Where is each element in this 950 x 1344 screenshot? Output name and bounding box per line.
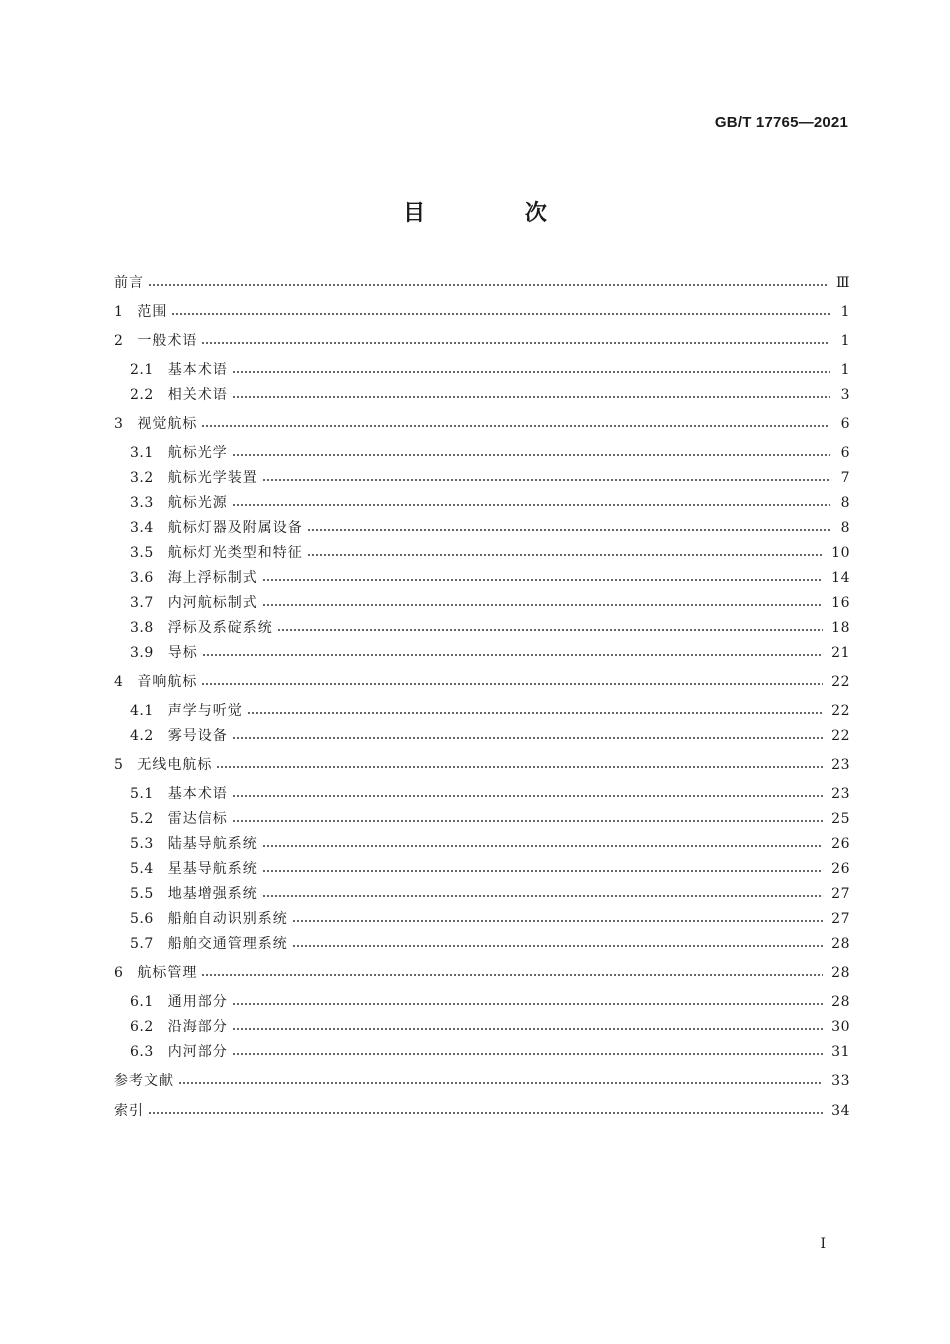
toc-entry[interactable] [114, 808, 850, 830]
toc-entry-number: 5 [114, 757, 124, 773]
toc-entry-title: 星基导航系统 [167, 861, 258, 877]
toc-entry-title: 地基增强系统 [167, 886, 258, 902]
toc-entry[interactable] [114, 442, 850, 464]
toc-entry-title: 船舶交通管理系统 [167, 936, 288, 952]
toc-entry[interactable] [114, 991, 850, 1013]
toc-entry-title: 海上浮标制式 [167, 570, 258, 586]
toc-entry-title: 导标 [167, 645, 198, 661]
toc-entry-number: 3.5 [130, 545, 154, 561]
toc-entry-title: 相关术语 [167, 387, 228, 403]
toc-entry[interactable] [114, 671, 850, 693]
toc-entry-page: 7 [840, 470, 850, 486]
toc-entry-page: 25 [831, 811, 850, 827]
dot-leader [262, 870, 823, 872]
toc-entry-page: 8 [840, 495, 850, 511]
toc-entry-title: 范围 [137, 304, 168, 320]
toc-entry-page: 22 [831, 674, 850, 690]
toc-entry-title: 船舶自动识别系统 [167, 911, 288, 927]
dot-leader [232, 737, 823, 739]
toc-entry[interactable] [114, 384, 850, 406]
toc-entry-page: 22 [831, 703, 850, 719]
dot-leader [171, 313, 830, 315]
toc-entry[interactable] [114, 467, 850, 489]
toc-entry-title: 索引 [114, 1103, 144, 1119]
toc-entry-page: 27 [831, 886, 850, 902]
toc-entry[interactable] [114, 883, 850, 905]
toc-entry-number: 5.2 [130, 811, 154, 827]
dot-leader [232, 504, 830, 506]
dot-leader [232, 1028, 823, 1030]
toc-entry-page: 23 [831, 757, 850, 773]
toc-entry-title: 声学与听觉 [167, 703, 243, 719]
toc-entry[interactable] [114, 700, 850, 722]
toc-entry-number: 3.2 [130, 470, 154, 486]
toc-entry[interactable] [114, 642, 850, 664]
toc-entry-page: 8 [840, 520, 850, 536]
toc-entry-number: 5.4 [130, 861, 154, 877]
dot-leader [232, 396, 830, 398]
toc-entry-title: 沿海部分 [167, 1019, 228, 1035]
toc-entry-number: 3.8 [130, 620, 154, 636]
toc-entry-number: 3.1 [130, 445, 154, 461]
toc-entry[interactable] [114, 330, 850, 352]
dot-leader [262, 845, 823, 847]
toc-entry-title: 雾号设备 [167, 728, 228, 744]
toc-entry[interactable] [114, 301, 850, 323]
toc-entry-number: 1 [114, 304, 124, 320]
dot-leader [216, 766, 823, 768]
toc-entry-page: Ⅲ [835, 275, 850, 291]
toc-entry-title: 视觉航标 [137, 416, 198, 432]
toc-entry-number: 5.7 [130, 936, 154, 952]
toc-entry-title: 通用部分 [167, 994, 228, 1010]
toc-entry-title: 参考文献 [114, 1073, 174, 1089]
page-title: 目 次 [403, 201, 593, 226]
toc-entry-number: 5.5 [130, 886, 154, 902]
dot-leader [292, 945, 823, 947]
toc-entry-page: 1 [840, 362, 850, 378]
toc-entry-title: 内河部分 [167, 1044, 228, 1060]
toc-entry-title: 无线电航标 [137, 757, 213, 773]
toc-entry[interactable] [114, 783, 850, 805]
dot-leader [277, 629, 823, 631]
toc-entry-number: 4 [114, 674, 124, 690]
dot-leader [201, 425, 830, 427]
toc-entry[interactable] [114, 833, 850, 855]
toc-entry-page: 1 [840, 304, 850, 320]
toc-entry-number: 3.7 [130, 595, 154, 611]
toc-entry-page: 28 [831, 936, 850, 952]
toc-entry-page: 27 [831, 911, 850, 927]
toc-entry-page: 30 [831, 1019, 850, 1035]
toc-entry-number: 6.1 [130, 994, 154, 1010]
toc-entry[interactable] [114, 492, 850, 514]
toc-entry-page: 6 [840, 445, 850, 461]
dot-leader [201, 342, 830, 344]
toc-entry[interactable] [114, 1016, 850, 1038]
dot-leader [201, 683, 823, 685]
toc-entry-number: 5.3 [130, 836, 154, 852]
dot-leader [232, 820, 823, 822]
toc-entry-title: 内河航标制式 [167, 595, 258, 611]
toc-entry-number: 2.1 [130, 362, 154, 378]
toc-entry-title: 前言 [114, 275, 144, 291]
toc-entry-page: 26 [831, 861, 850, 877]
toc-entry[interactable] [114, 725, 850, 747]
toc-entry-number: 2.2 [130, 387, 154, 403]
toc-entry-page: 21 [831, 645, 850, 661]
toc-entry-title: 基本术语 [167, 786, 228, 802]
toc-entry-page: 23 [831, 786, 850, 802]
toc-entry-page: 16 [831, 595, 850, 611]
standard-number: GB/T 17765—2021 [714, 114, 848, 131]
toc-entry-page: 10 [831, 545, 850, 561]
dot-leader [178, 1082, 823, 1084]
dot-leader [202, 654, 823, 656]
toc-entry[interactable] [114, 592, 850, 614]
toc-entry-number: 5.1 [130, 786, 154, 802]
toc-entry-page: 14 [831, 570, 850, 586]
toc-entry[interactable] [114, 754, 850, 776]
toc-entry[interactable] [114, 517, 850, 539]
dot-leader [232, 371, 830, 373]
toc-entry[interactable] [114, 413, 850, 435]
toc-entry-title: 航标管理 [137, 965, 198, 981]
toc-entry[interactable] [114, 908, 850, 930]
dot-leader [201, 974, 823, 976]
dot-leader [262, 579, 823, 581]
toc-entry-title: 一般术语 [137, 333, 198, 349]
toc-entry-page: 28 [831, 994, 850, 1010]
toc-entry-page: 3 [840, 387, 850, 403]
toc-entry[interactable] [114, 933, 850, 955]
toc-entry[interactable] [114, 617, 850, 639]
toc-entry-title: 航标光源 [167, 495, 228, 511]
toc-entry-page: 6 [840, 416, 850, 432]
toc-entry[interactable] [114, 1041, 850, 1063]
toc-entry-number: 4.2 [130, 728, 154, 744]
toc-entry-number: 3.3 [130, 495, 154, 511]
dot-leader [148, 1112, 823, 1114]
dot-leader [232, 795, 823, 797]
toc-entry-page: 22 [831, 728, 850, 744]
toc-entry[interactable] [114, 858, 850, 880]
toc-entry-title: 浮标及系碇系统 [167, 620, 273, 636]
toc-entry-number: 6.3 [130, 1044, 154, 1060]
toc-entry-page: 34 [831, 1103, 850, 1119]
toc-entry-number: 3 [114, 416, 124, 432]
toc-entry-page: 1 [840, 333, 850, 349]
toc-entry[interactable] [114, 567, 850, 589]
dot-leader [292, 920, 823, 922]
toc-entry-number: 6 [114, 965, 124, 981]
dot-leader [148, 284, 828, 286]
toc-entry-number: 5.6 [130, 911, 154, 927]
toc-entry-number: 3.6 [130, 570, 154, 586]
toc-entry-page: 28 [831, 965, 850, 981]
toc-entry[interactable] [114, 962, 850, 984]
dot-leader [232, 1053, 823, 1055]
toc-entry-number: 3.4 [130, 520, 154, 536]
toc-entry-number: 3.9 [130, 645, 154, 661]
toc-entry-page: 26 [831, 836, 850, 852]
toc-entry[interactable] [114, 1100, 850, 1122]
dot-leader [232, 1003, 823, 1005]
toc-entry-page: 18 [831, 620, 850, 636]
toc-entry[interactable] [114, 359, 850, 381]
toc-entry-page: 31 [831, 1044, 850, 1060]
page-folio: Ⅰ [820, 1236, 826, 1252]
dot-leader [232, 454, 830, 456]
dot-leader [307, 529, 830, 531]
toc-entry-title: 陆基导航系统 [167, 836, 258, 852]
toc-entry-title: 音响航标 [137, 674, 198, 690]
toc-entry-title: 航标光学装置 [167, 470, 258, 486]
toc-entry-page: 33 [831, 1073, 850, 1089]
toc-entry-number: 4.1 [130, 703, 154, 719]
dot-leader [262, 895, 823, 897]
dot-leader [247, 712, 823, 714]
toc-entry-title: 基本术语 [167, 362, 228, 378]
toc-entry-title: 雷达信标 [167, 811, 228, 827]
toc-entry-title: 航标光学 [167, 445, 228, 461]
toc-entry-number: 6.2 [130, 1019, 154, 1035]
toc-entry[interactable] [114, 542, 850, 564]
toc-entry[interactable] [114, 272, 850, 294]
toc-entry-number: 2 [114, 333, 124, 349]
dot-leader [262, 604, 823, 606]
dot-leader [307, 554, 823, 556]
toc-entry[interactable] [114, 1070, 850, 1092]
dot-leader [262, 479, 830, 481]
toc-entry-title: 航标灯光类型和特征 [167, 545, 303, 561]
toc-entry-title: 航标灯器及附属设备 [167, 520, 303, 536]
